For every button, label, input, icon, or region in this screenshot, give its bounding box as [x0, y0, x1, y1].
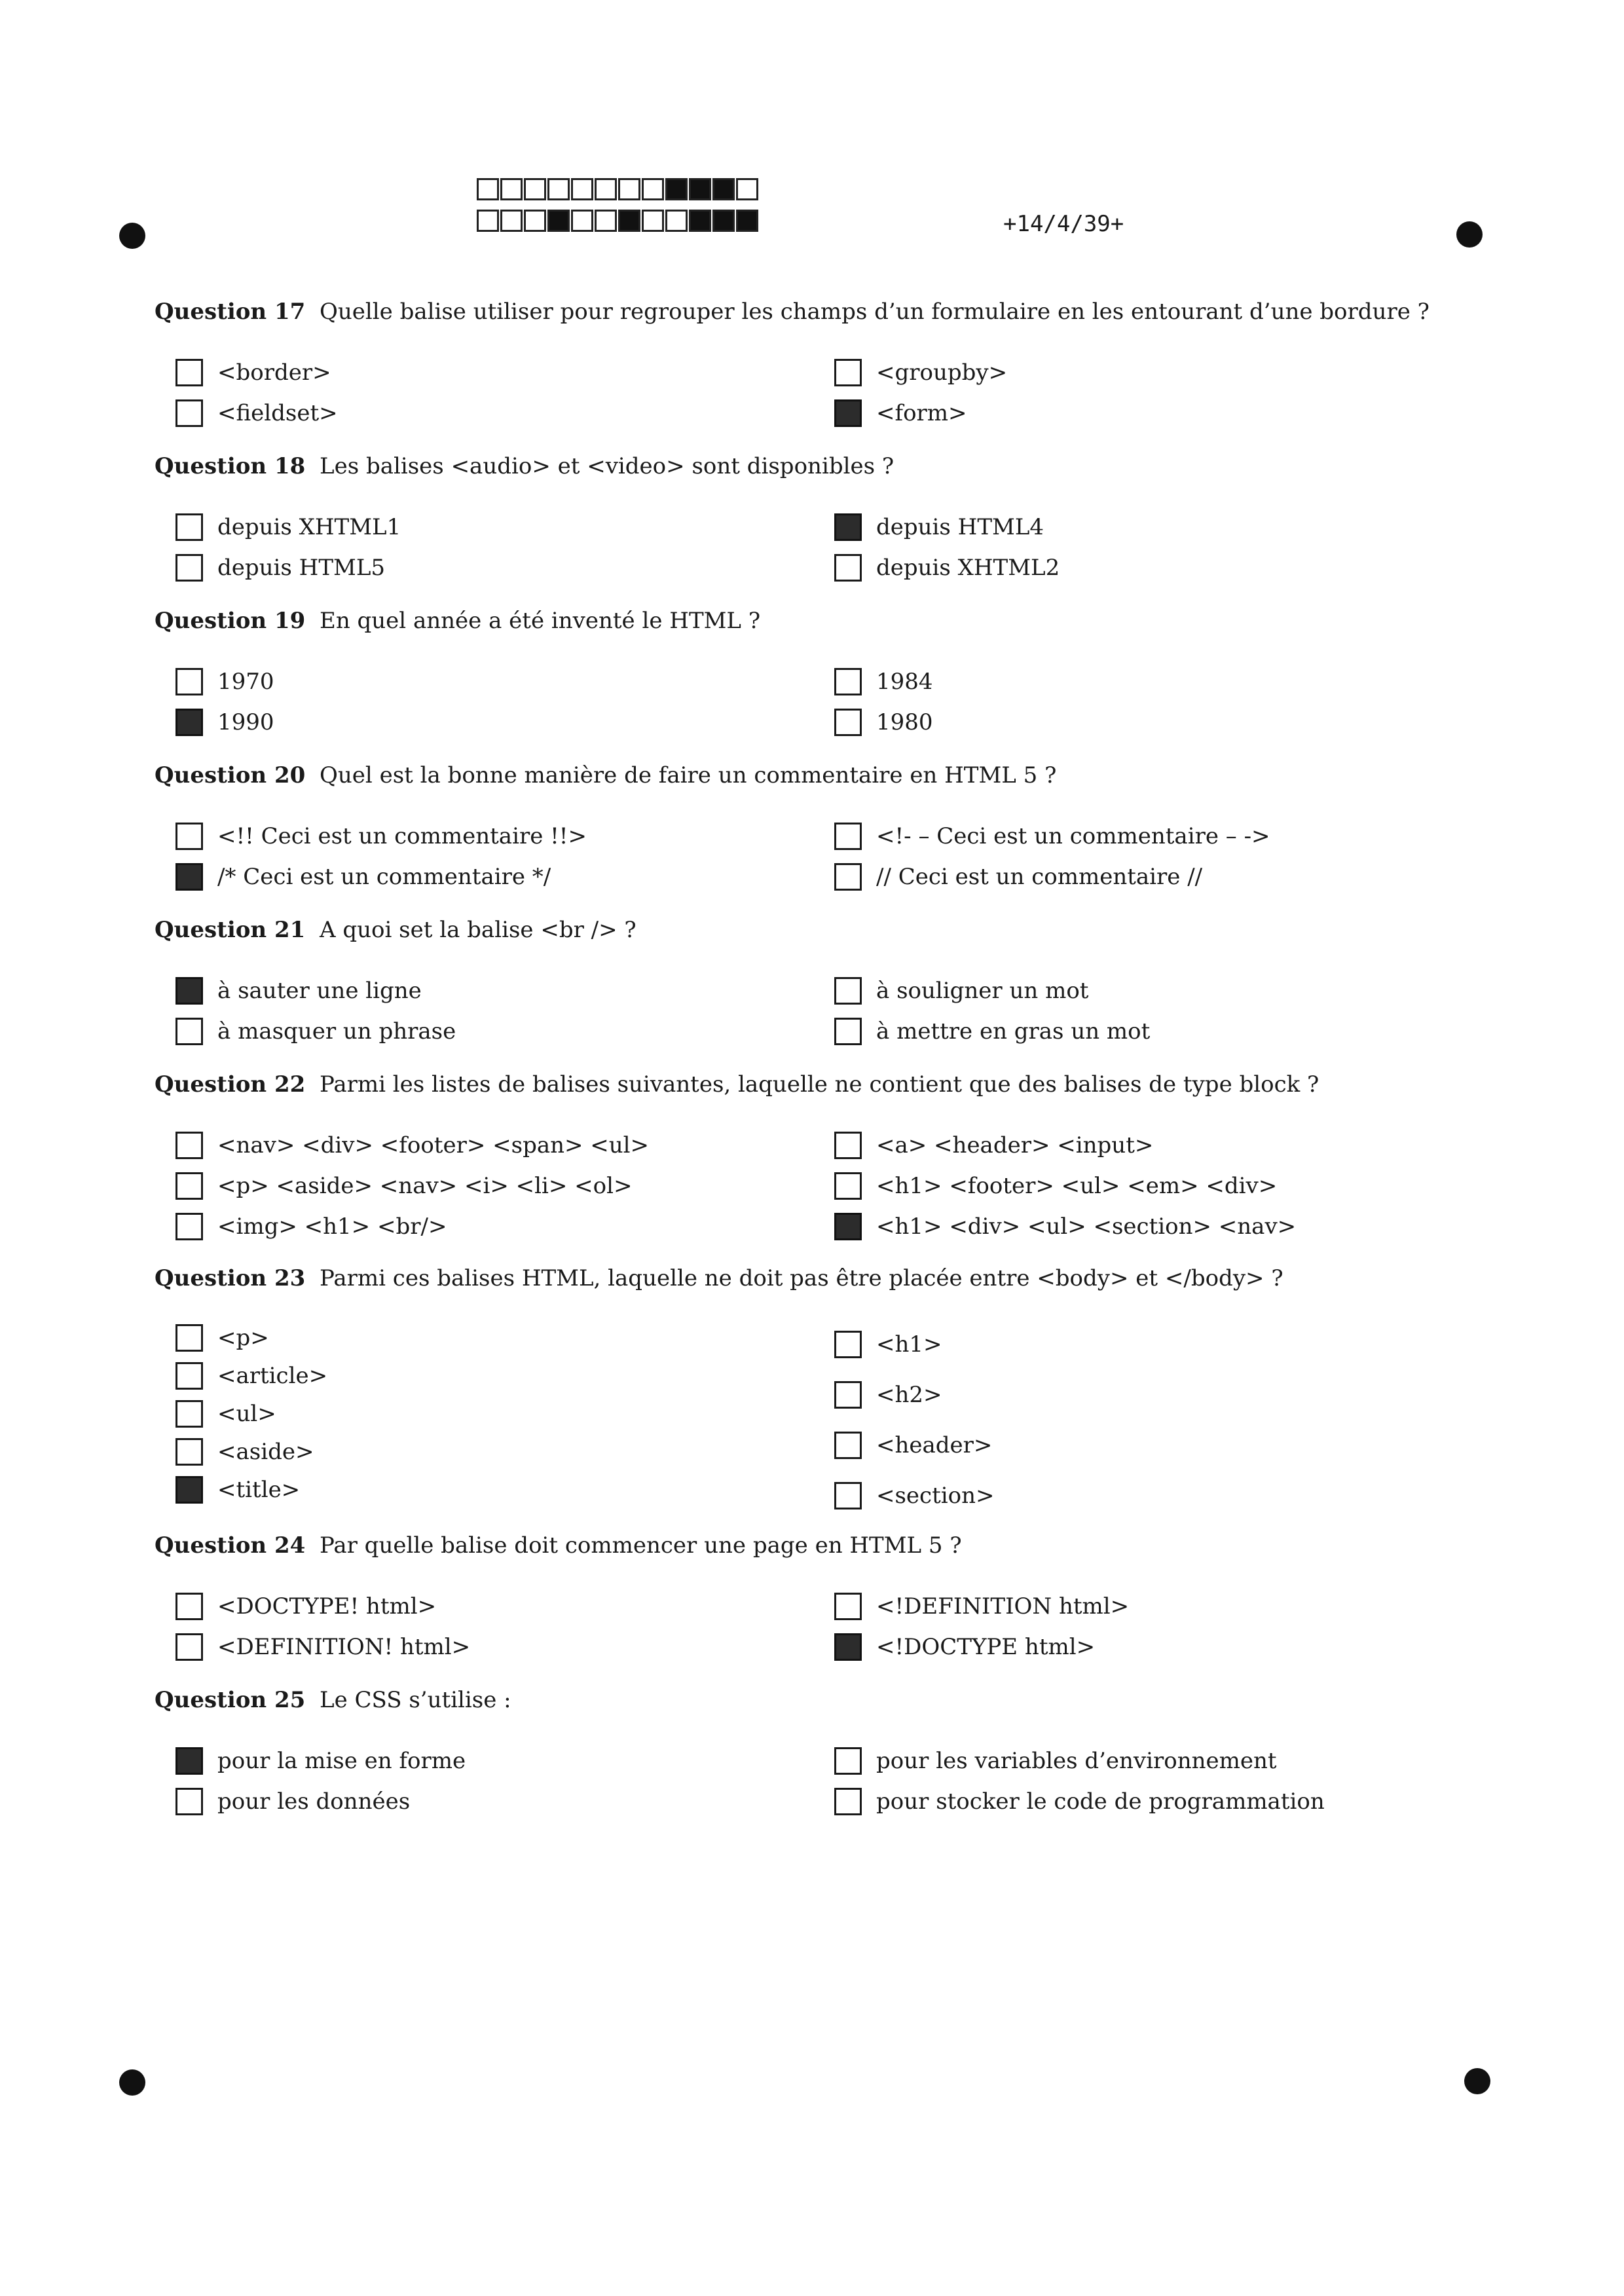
question-text: Quel est la bonne manière de faire un commentaire en HTML 5 ? — [320, 762, 1057, 788]
barcode-cell — [595, 178, 617, 200]
answer-text: <h1> <footer> <ul> <em> <div> — [876, 1173, 1278, 1199]
checkbox[interactable] — [834, 1593, 862, 1620]
answer-grid — [175, 971, 1530, 1052]
question-text: En quel année a été inventé le HTML ? — [320, 608, 761, 634]
answer-option[interactable] — [175, 1206, 834, 1247]
checkbox[interactable] — [834, 1381, 862, 1409]
checkbox[interactable] — [175, 1438, 203, 1466]
question-header — [155, 762, 1530, 788]
answer-grid — [175, 1319, 1530, 1521]
barcode-cell — [547, 210, 570, 232]
answer-option[interactable] — [834, 1206, 1493, 1247]
answer-text: <h1> <div> <ul> <section> <nav> — [876, 1213, 1297, 1240]
barcode-cell — [595, 210, 617, 232]
checkbox[interactable] — [175, 1593, 203, 1620]
answer-option[interactable] — [175, 507, 834, 547]
checkbox[interactable] — [175, 513, 203, 541]
answer-option[interactable] — [175, 1357, 834, 1395]
question-header — [155, 1532, 1530, 1559]
answer-text: /* Ceci est un commentaire */ — [217, 864, 551, 890]
checkbox[interactable] — [834, 977, 862, 1005]
checkbox[interactable] — [834, 1018, 862, 1045]
checkbox[interactable] — [175, 668, 203, 695]
question-text: Parmi ces balises HTML, laquelle ne doit pas être placée entre <body> et </body> ? — [320, 1265, 1283, 1291]
answer-text: <border> — [217, 360, 331, 386]
answer-grid — [175, 507, 1530, 588]
answer-text: <header> — [876, 1432, 993, 1458]
answer-grid — [175, 352, 1530, 434]
checkbox[interactable] — [834, 359, 862, 386]
answer-text: à sauter une ligne — [217, 978, 422, 1004]
barcode-cell — [736, 210, 758, 232]
answer-text: <!! Ceci est un commentaire !!> — [217, 823, 587, 849]
checked-checkbox[interactable] — [175, 863, 203, 891]
registration-mark-bottom-left — [119, 2069, 145, 2096]
question-label: Question 24 — [155, 1532, 306, 1559]
answer-option[interactable] — [175, 1166, 834, 1206]
checked-checkbox[interactable] — [834, 1633, 862, 1661]
answer-text: <article> — [217, 1363, 328, 1389]
checkbox[interactable] — [175, 1172, 203, 1200]
checked-checkbox[interactable] — [175, 1476, 203, 1504]
page-id: +14/4/39+ — [1003, 211, 1124, 237]
answer-text: 1970 — [217, 669, 274, 695]
answer-option[interactable] — [175, 1395, 834, 1433]
checked-checkbox[interactable] — [175, 1747, 203, 1775]
checkbox[interactable] — [175, 1362, 203, 1390]
question-header — [155, 1687, 1530, 1713]
barcode-cell — [736, 178, 758, 200]
question-block — [155, 453, 1530, 588]
answer-option[interactable] — [175, 352, 834, 393]
answer-option[interactable] — [175, 1471, 834, 1509]
checkbox[interactable] — [175, 554, 203, 582]
answer-option[interactable] — [834, 1011, 1493, 1052]
answer-text: <title> — [217, 1477, 301, 1503]
answer-text: depuis XHTML1 — [217, 514, 401, 540]
answer-option[interactable] — [175, 1125, 834, 1166]
checkbox[interactable] — [834, 1432, 862, 1459]
checkbox[interactable] — [175, 1400, 203, 1428]
answer-option[interactable] — [175, 1627, 834, 1667]
answer-option[interactable] — [834, 1420, 1493, 1470]
answer-text: pour stocker le code de programmation — [876, 1788, 1325, 1815]
answer-option[interactable] — [175, 816, 834, 857]
checkbox[interactable] — [175, 399, 203, 427]
answer-option[interactable] — [175, 702, 834, 743]
registration-mark-top-right — [1456, 221, 1483, 248]
checkbox[interactable] — [175, 1132, 203, 1159]
barcode-cell — [571, 210, 593, 232]
question-header — [155, 1071, 1530, 1098]
barcode-cell — [477, 210, 499, 232]
answer-text: pour les données — [217, 1788, 411, 1815]
answer-text: <!- – Ceci est un commentaire – -> — [876, 823, 1270, 849]
answer-option[interactable] — [834, 971, 1493, 1011]
answer-option[interactable] — [175, 1741, 834, 1781]
answer-text: <h2> — [876, 1381, 942, 1408]
checkbox[interactable] — [175, 359, 203, 386]
answer-text: pour les variables d’environnement — [876, 1748, 1277, 1774]
checkbox[interactable] — [175, 1788, 203, 1815]
answer-text: <aside> — [217, 1439, 314, 1465]
checked-checkbox[interactable] — [834, 1213, 862, 1240]
answer-option[interactable] — [175, 1011, 834, 1052]
question-block — [155, 1265, 1530, 1521]
question-label: Question 17 — [155, 299, 306, 325]
answer-option[interactable] — [175, 661, 834, 702]
barcode-cell — [500, 210, 523, 232]
answer-grid — [175, 816, 1530, 897]
answer-option[interactable] — [175, 971, 834, 1011]
question-text: Parmi les listes de balises suivantes, laquelle ne contient que des balises de type block ? — [320, 1071, 1320, 1098]
answer-option[interactable] — [834, 702, 1493, 743]
barcode-bottom — [477, 210, 760, 232]
answer-text: depuis HTML4 — [876, 514, 1044, 540]
question-block — [155, 1687, 1530, 1822]
barcode-cell — [618, 178, 640, 200]
answer-text: <ul> — [217, 1401, 276, 1427]
checkbox[interactable] — [834, 554, 862, 582]
answer-option[interactable] — [175, 1781, 834, 1822]
barcode-cell — [665, 178, 688, 200]
checkbox[interactable] — [834, 1788, 862, 1815]
question-header — [155, 917, 1530, 943]
checkbox[interactable] — [175, 1633, 203, 1661]
question-text: Les balises <audio> et <video> sont disponibles ? — [320, 453, 895, 479]
answer-option[interactable] — [175, 1586, 834, 1627]
question-block — [155, 917, 1530, 1052]
answer-text: <!DOCTYPE html> — [876, 1634, 1096, 1660]
answer-text: <p> <aside> <nav> <i> <li> <ol> — [217, 1173, 633, 1199]
checkbox[interactable] — [834, 1331, 862, 1358]
checkbox[interactable] — [175, 823, 203, 850]
barcode-cell — [642, 210, 664, 232]
question-header — [155, 453, 1530, 479]
checkbox[interactable] — [175, 1213, 203, 1240]
checkbox[interactable] — [834, 823, 862, 850]
answer-option[interactable] — [834, 352, 1493, 393]
question-label: Question 18 — [155, 453, 306, 479]
answer-text: 1980 — [876, 709, 933, 735]
barcode-cell — [524, 210, 546, 232]
question-block — [155, 1532, 1530, 1667]
question-block — [155, 762, 1530, 897]
barcode-cell — [712, 210, 735, 232]
answer-text: <form> — [876, 400, 967, 426]
answer-text: <a> <header> <input> — [876, 1132, 1154, 1158]
answer-grid — [175, 661, 1530, 743]
question-label: Question 21 — [155, 917, 306, 943]
answer-grid — [175, 1741, 1530, 1822]
answer-option[interactable] — [834, 1781, 1493, 1822]
answer-text: pour la mise en forme — [217, 1748, 466, 1774]
question-label: Question 23 — [155, 1265, 306, 1291]
answer-text: <!DEFINITION html> — [876, 1593, 1130, 1620]
answer-text: à souligner un mot — [876, 978, 1089, 1004]
question-block — [155, 608, 1530, 743]
checked-checkbox[interactable] — [175, 709, 203, 736]
checked-checkbox[interactable] — [834, 513, 862, 541]
answer-option[interactable] — [834, 507, 1493, 547]
answer-option[interactable] — [175, 857, 834, 897]
answer-text: à masquer un phrase — [217, 1018, 456, 1045]
answer-option[interactable] — [175, 547, 834, 588]
checkbox[interactable] — [834, 863, 862, 891]
answer-text: <nav> <div> <footer> <span> <ul> — [217, 1132, 650, 1158]
barcode-cell — [689, 210, 711, 232]
answer-text: à mettre en gras un mot — [876, 1018, 1151, 1045]
checkbox[interactable] — [834, 1172, 862, 1200]
answer-text: depuis HTML5 — [217, 555, 386, 581]
answer-text: 1990 — [217, 709, 274, 735]
answer-text: <groupby> — [876, 360, 1008, 386]
answer-text: <p> — [217, 1325, 269, 1351]
question-label: Question 25 — [155, 1687, 306, 1713]
answer-option[interactable] — [834, 1319, 1493, 1369]
checkbox[interactable] — [175, 1324, 203, 1352]
barcode-cell — [477, 178, 499, 200]
question-header — [155, 1265, 1530, 1291]
answer-text: <img> <h1> <br/> — [217, 1213, 447, 1240]
barcode-cell — [524, 178, 546, 200]
answer-text: depuis XHTML2 — [876, 555, 1060, 581]
question-header — [155, 299, 1530, 325]
question-label: Question 19 — [155, 608, 306, 634]
checkbox[interactable] — [834, 1747, 862, 1775]
answer-option[interactable] — [834, 1741, 1493, 1781]
question-text: Le CSS s’utilise : — [320, 1687, 511, 1713]
question-block — [155, 299, 1530, 434]
barcode-cell — [689, 178, 711, 200]
answer-text: <DEFINITION! html> — [217, 1634, 471, 1660]
barcode-cell — [500, 178, 523, 200]
question-label: Question 22 — [155, 1071, 306, 1098]
checkbox[interactable] — [834, 1482, 862, 1509]
answer-grid — [175, 1125, 1530, 1247]
checked-checkbox[interactable] — [834, 399, 862, 427]
answer-option[interactable] — [834, 1470, 1493, 1521]
registration-mark-bottom-right — [1464, 2068, 1490, 2094]
answer-option[interactable] — [175, 393, 834, 434]
checkbox[interactable] — [175, 1018, 203, 1045]
barcode-cell — [547, 178, 570, 200]
checkbox[interactable] — [834, 668, 862, 695]
question-text: Par quelle balise doit commencer une page en HTML 5 ? — [320, 1532, 962, 1559]
answer-option[interactable] — [834, 1125, 1493, 1166]
question-label: Question 20 — [155, 762, 306, 788]
question-header — [155, 608, 1530, 634]
answer-option[interactable] — [834, 1627, 1493, 1667]
answer-text: <h1> — [876, 1331, 942, 1358]
answer-option[interactable] — [834, 393, 1493, 434]
answer-text: <fieldset> — [217, 400, 338, 426]
question-text: A quoi set la balise <br /> ? — [320, 917, 637, 943]
answer-option[interactable] — [834, 661, 1493, 702]
answer-text: <section> — [876, 1482, 995, 1509]
question-text: Quelle balise utiliser pour regrouper les champs d’un formulaire en les entourant d’une bordure ? — [320, 299, 1430, 325]
question-block — [155, 1071, 1530, 1247]
answer-option[interactable] — [834, 857, 1493, 897]
barcode-cell — [642, 178, 664, 200]
barcode-cell — [618, 210, 640, 232]
answer-option[interactable] — [834, 547, 1493, 588]
answer-option[interactable] — [175, 1433, 834, 1471]
answer-text: <DOCTYPE! html> — [217, 1593, 437, 1620]
answer-option[interactable] — [834, 816, 1493, 857]
barcode-top — [477, 178, 760, 200]
answer-text: 1984 — [876, 669, 933, 695]
checkbox[interactable] — [834, 1132, 862, 1159]
barcode-cell — [571, 178, 593, 200]
answer-text: // Ceci est un commentaire // — [876, 864, 1203, 890]
barcode-cell — [712, 178, 735, 200]
checked-checkbox[interactable] — [175, 977, 203, 1005]
barcode-cell — [665, 210, 688, 232]
answer-option[interactable] — [834, 1369, 1493, 1420]
registration-mark-top-left — [119, 223, 145, 249]
answer-option[interactable] — [175, 1319, 834, 1357]
answer-option[interactable] — [834, 1586, 1493, 1627]
checkbox[interactable] — [834, 709, 862, 736]
answer-grid — [175, 1586, 1530, 1667]
answer-option[interactable] — [834, 1166, 1493, 1206]
